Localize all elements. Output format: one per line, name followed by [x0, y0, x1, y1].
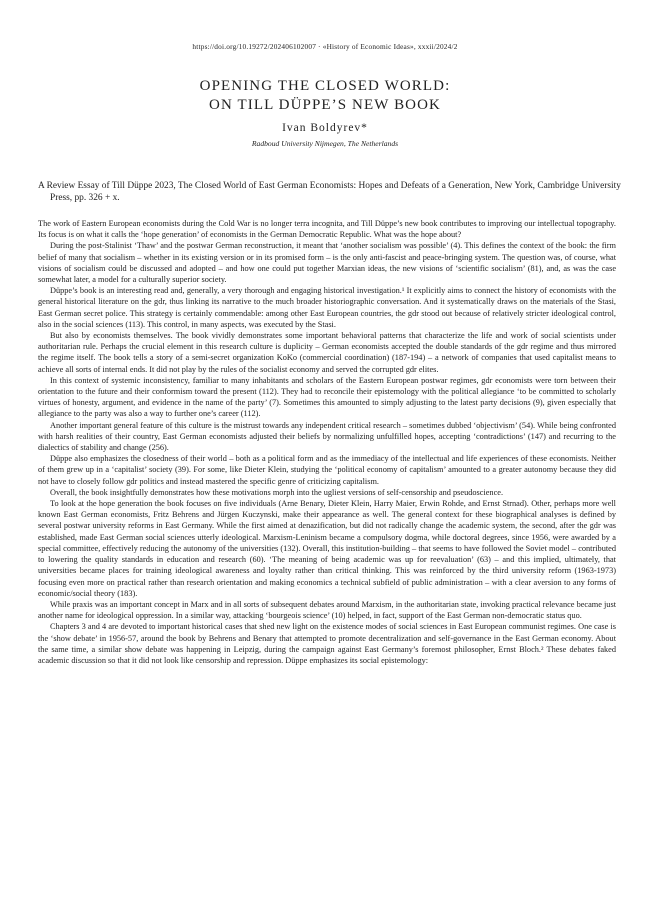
body-paragraph: In this context of systemic inconsistency, familiar to many inhabitants and scholars of the Eastern European postwar regimes, gdr economists were torn between their orientation to the future and their conformism toward the present (112). They had to reconcile their epistemology with the political allegiance ‘to be committed to scholarly virtues of honesty, argument, and evidence in the name of the party’ (7). Sometimes this amounted to simply adjusting to the latest party decisions (9), given especially that allegiance to the party was also a way to further one’s career (112).	[38, 375, 616, 419]
body-paragraph: Another important general feature of this culture is the mistrust towards any independent critical research – sometimes dubbed ‘objectivism’ (54). While being confronted with harsh realities of their country, East German economists adjusted their beliefs by normalizing unfulfilled hopes, accepting ‘contradictions’ (147) and recurring to the dialectics of stability and change (256).	[38, 420, 616, 453]
body-paragraph: Düppe also emphasizes the closedness of their world – both as a political form and as the immediacy of the intellectual and life experiences of these economists. Neither of them grew up in a ‘capitalist’ society (39). For some, like Dieter Klein, studying the ‘political economy of capitalism’ amounted to a greater autonomy because they did not have to closely follow gdr politics and instead mastered the specific genre of criticizing capitalism.	[38, 454, 616, 486]
body-paragraph: During the post-Stalinist ‘Thaw’ and the postwar German reconstruction, it meant that ‘another socialism was possible’ (4). This defines the context of the book: the firm belief of many that socialism – whether in its existing version or in its promised form – is the only anti-fascist and peace-bringing system. The question was, of course, what visions of socialism could be discussed and adopted – and how one could put together Marxian ideas, the new visions of ‘scientific socialism’ (81), and, as was the case somewhat later, a model for a culturally superior society.	[38, 241, 616, 285]
body-paragraph: Düppe’s book is an interesting read and, generally, a very thorough and engaging historical investigation.¹ It explicitly aims to connect the history of economists with the general historical literature on the gdr, thus linking its narrative to the much broader historiographic conversation. And it systematically draws on the materials of the Stasi, East German secret police. This strategy is certainly commendable: among other East European countries, the gdr stood out because of relatively stricter ideological control, also in the social sciences (113). This control, in many aspects, was executed by the Stasi.	[38, 286, 616, 329]
article-title-line-2: ON TILL DÜPPE’S NEW BOOK	[209, 97, 441, 113]
body-paragraph: But also by economists themselves. The book vividly demonstrates some important behavioral patterns that characterize the life and work of social scientists under authoritarian rule. Perhaps the crucial element in this research culture is duplicity – German economists accepted the double standards of the gdr regime and thus mirrored the regime itself. The book tells a story of a semi-secret organization KoKo (commercial coordination) (187-194) – a network of companies that used capitalist means to achieve all sorts of internal ends. It did not play by the rules of the socialist economy and served the corrupted gdr elites.	[38, 331, 616, 374]
body-paragraph: The work of Eastern European economists during the Cold War is no longer terra incognita, and Till Düppe’s new book contributes to improving our intellectual topography. Its focus is on what it calls the ‘hope generation’ of economists in the German Democratic Republic. What was the hope about?	[38, 219, 616, 240]
review-reference: A Review Essay of Till Düppe 2023, The Closed World of East German Economists: Hopes and Defeats of a Generation, New York, Cambridge University Press, pp. 326 + x.	[38, 181, 621, 204]
author-name: Ivan Boldyrev*	[282, 122, 368, 134]
article-title-line-1: OPENING THE CLOSED WORLD:	[199, 78, 451, 94]
body-paragraph: Chapters 3 and 4 are devoted to important historical cases that shed new light on the existence modes of social sciences in East European communist regimes. One case is the ‘show debate’ in 1956-57, around the book by Behrens and Benary that attempted to promote decentralization and self-governance in the East German economy. About the same time, a similar show debate was happening in Leipzig, during the campaign against East Germany’s foremost philosopher, Ernst Bloch.² These debates faked academic discussion so that it did not look like censorship and repression. Düppe emphasizes its social epistemology:	[38, 622, 616, 665]
body-paragraph: While praxis was an important concept in Marx and in all sorts of subsequent debates around Marxism, in the authoritarian state, invoking practical relevance became just another name for ideological oppression. In a similar way, attacking ‘bourgeois science’ (10) helped, in fact, support of the East German non-democratic status quo.	[38, 599, 616, 621]
running-head: https://doi.org/10.19272/202406102007 · «History of Economic Ideas», xxxii/2024/2	[192, 42, 458, 51]
author-affiliation: Radboud University Nijmegen, The Netherlands	[251, 139, 399, 148]
body-paragraph: To look at the hope generation the book focuses on five individuals (Arne Benary, Dieter Klein, Harry Maier, Erwin Rohde, and Ernst Strnad). Other, perhaps more well known East German economists, Fritz Behrens and Jürgen Kuczynski, make their appearance as well. The general context for these biographical analyses is defined by several postwar university reforms in East Germany. While the first aimed at denazification, but did not radically change the academic system, the second, after the gdr was established, made East German social sciences utterly ideological. Marxism-Leninism became a compulsory dogma, while doctoral degrees, since 1956, were awarded by a special committee, effectively reducing the autonomy of the universities (132). Overall, this institution-building – that seems to have followed the Soviet model – contributed to lowering the quality standards in education and research (60). ‘The meaning of being academic was up for reevaluation’ (63) – and this implied, ultimately, that universities became places for training ideological awareness and loyalty rather than critical thinking. This was reinforced by the third university reform (1963-1973) focusing even more on practical rather than research orientation and making economics a technical subfield of public administration – with a clear aversion to any forms of economic/social theory (183).	[38, 499, 616, 598]
article-body	[38, 218, 616, 666]
article-title	[0, 77, 650, 115]
body-paragraph: Overall, the book insightfully demonstrates how these motivations morph into the ugliest versions of self-censorship and pseudoscience.	[50, 487, 504, 497]
